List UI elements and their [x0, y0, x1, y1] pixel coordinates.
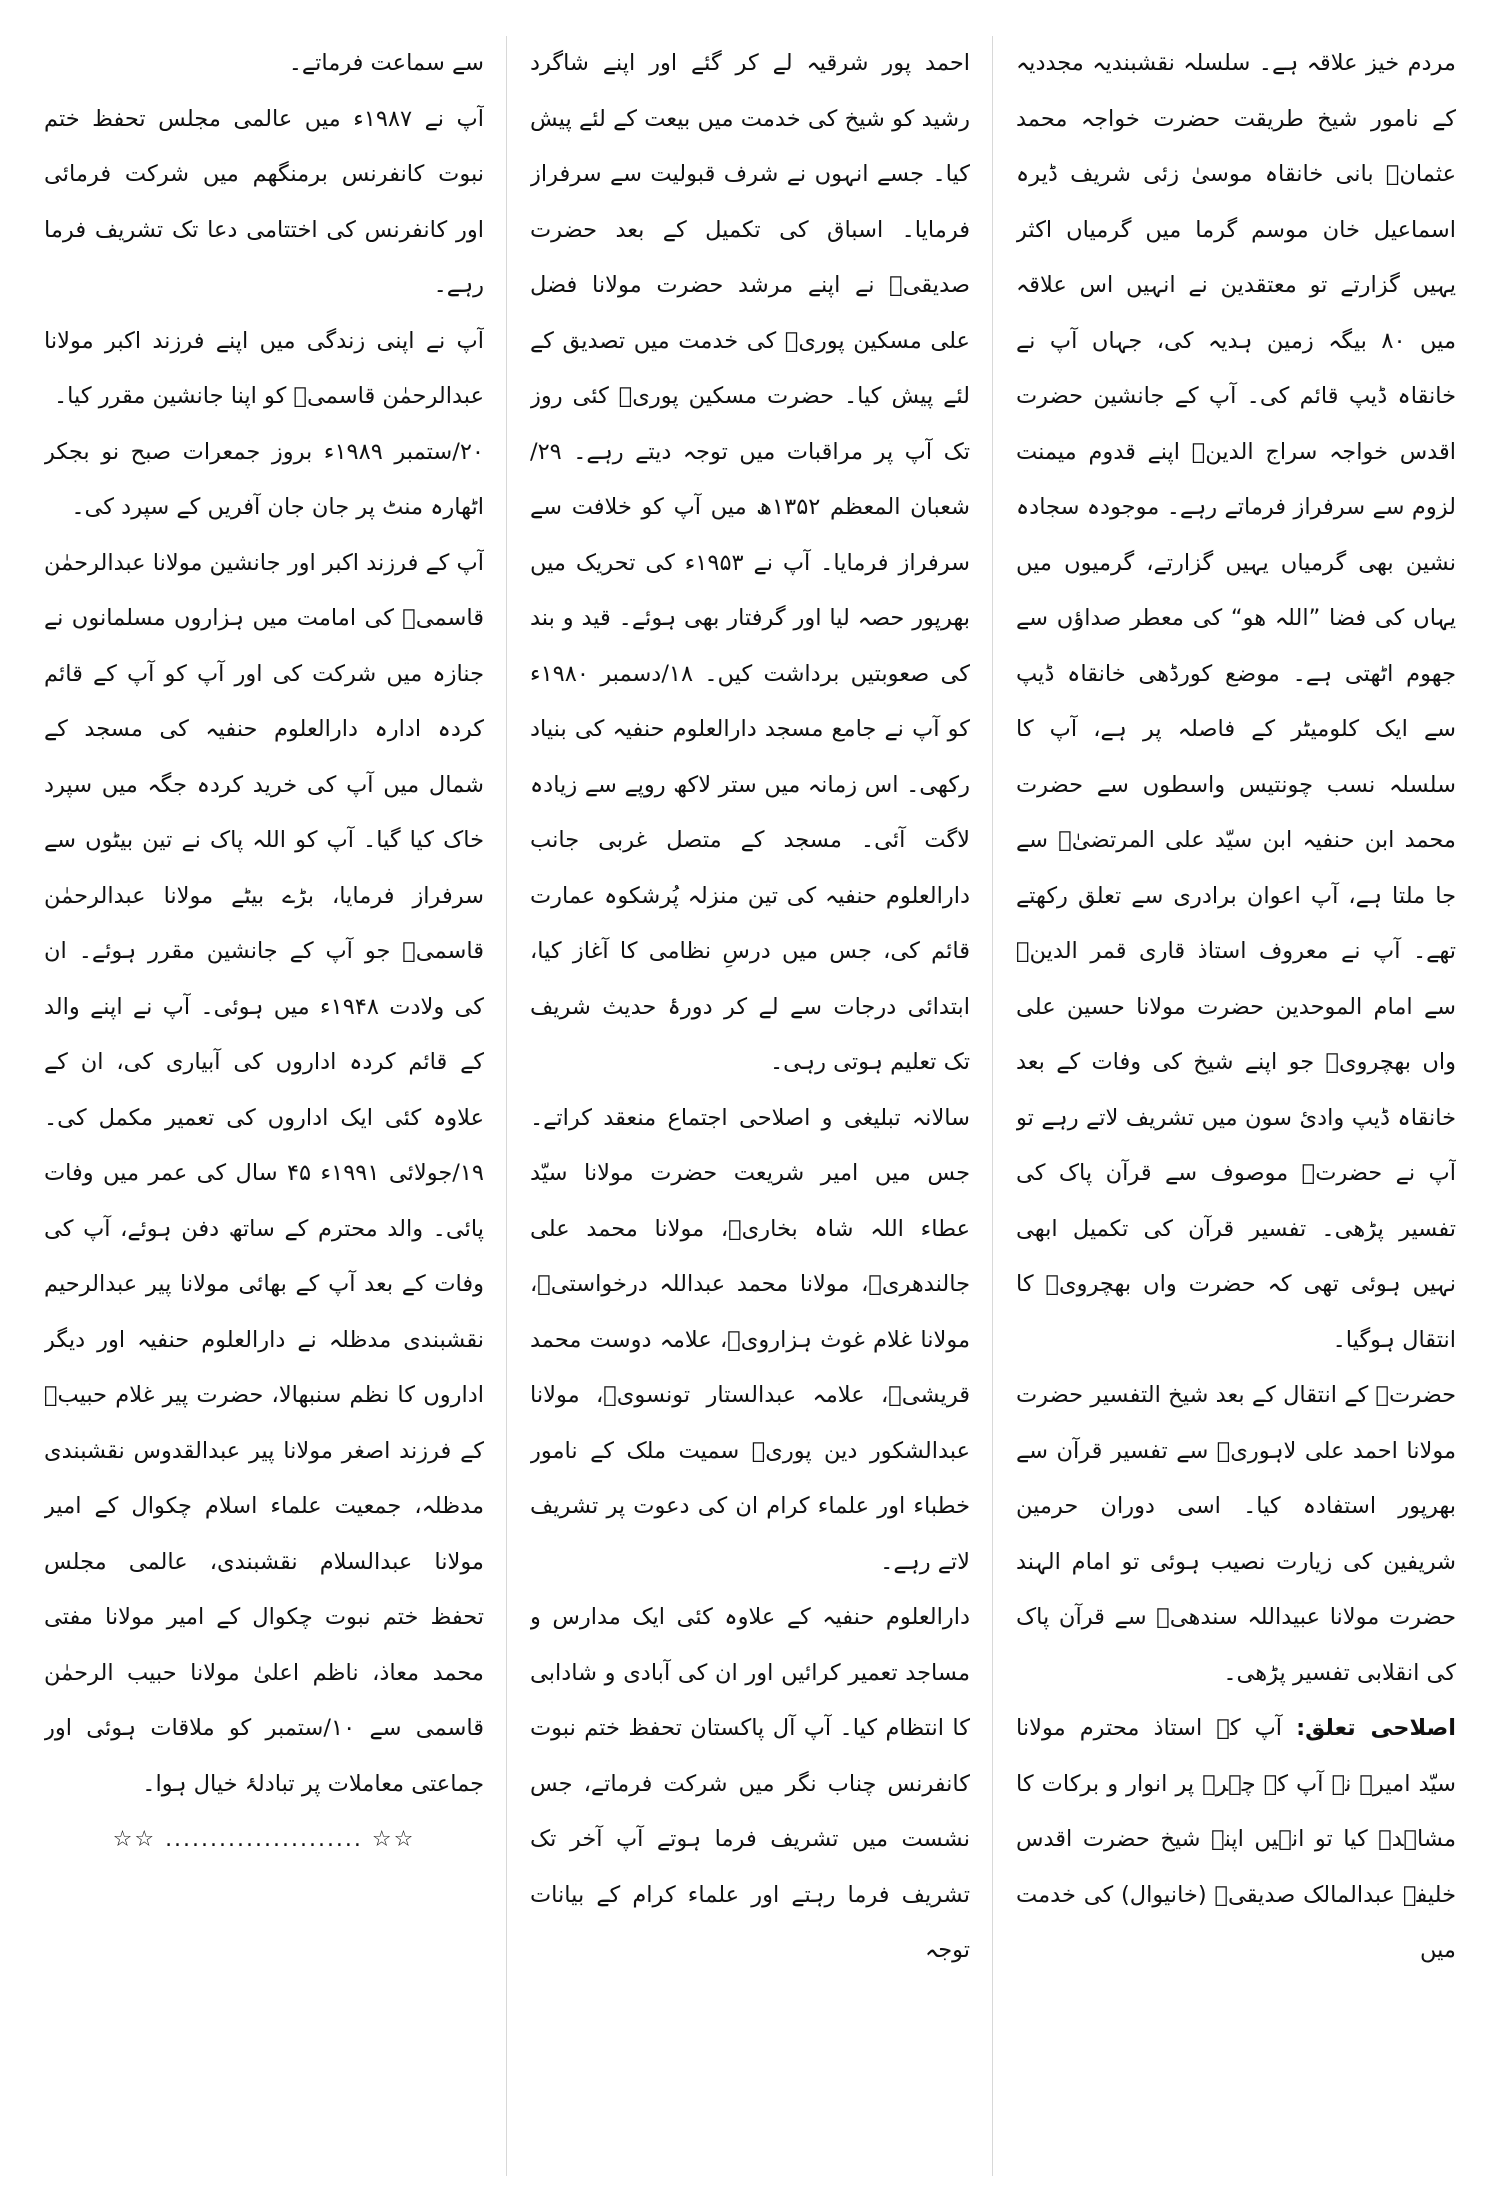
paragraph: آپ نے اپنی زندگی میں اپنے فرزند اکبر مولانا عبدالرحمٰن قاسمیؒ کو اپنا جانشین مقرر کیا۔: [44, 327, 484, 409]
article-column-left: [44, 36, 484, 2176]
paragraph: احمد پور شرقیہ لے کر گئے اور اپنے شاگرد رشید کو شیخ کی خدمت میں بیعت کے لئے پیش کیا۔ جسے انہوں نے شرف قبولیت سے سرفراز فرمایا۔ اسباق کی تکمیل کے بعد حضرت صدیقیؒ نے اپنے مرشد حضرت مولانا فضل علی مسکین پوریؒ کی خدمت میں تصدیق کے لئے پیش کیا۔ حضرت مسکین پوریؒ کئی روز تک آپ پر مراقبات میں توجہ دیتے رہے۔ ۲۹/شعبان المعظم ۱۳۵۲ھ میں آپ کو خلافت سے سرفراز فرمایا۔ آپ نے ۱۹۵۳ء کی تحریک میں بھرپور حصہ لیا اور گرفتار بھی ہوئے۔ قید و بند کی صعوبتیں برداشت کیں۔ ۱۸/دسمبر ۱۹۸۰ء کو آپ نے جامع مسجد دارالعلوم حنفیہ کی بنیاد رکھی۔ اس زمانہ میں ستر لاکھ روپے سے زیادہ لاگت آئی۔ مسجد کے متصل غربی جانب دارالعلوم حنفیہ کی تین منزلہ پُرشکوہ عمارت قائم کی، جس میں درسِ نظامی کا آغاز کیا، ابتدائی درجات سے لے کر دورۂ حدیث شریف تک تعلیم ہوتی رہی۔: [530, 50, 970, 1075]
paragraph: آپ نے ۱۹۸۷ء میں عالمی مجلس تحفظ ختم نبوت کانفرنس برمنگھم میں شرکت فرمائی اور کانفرنس کی اختتامی دعا تک تشریف فرما رہے۔: [44, 105, 484, 298]
column-divider: [992, 36, 993, 2176]
paragraph: دارالعلوم حنفیہ کے علاوہ کئی ایک مدارس و مساجد تعمیر کرائیں اور ان کی آبادی و شادابی کا انتظام کیا۔ آپ آل پاکستان تحفظ ختم نبوت کانفرنس چناب نگر میں شرکت فرماتے، جس نشست میں تشریف فرما ہوتے آپ آخر تک تشریف فرما رہتے اور علماء کرام کے بیانات توجہ: [530, 1604, 970, 1963]
column-divider: [506, 36, 507, 2176]
paragraph: آپ کے فرزند اکبر اور جانشین مولانا عبدالرحمٰن قاسمیؒ کی امامت میں ہزاروں مسلمانوں نے جنازہ میں شرکت کی اور آپ کو آپ کے قائم کردہ ادارہ دارالعلوم حنفیہ کی مسجد کے شمال میں آپ کی خرید کردہ جگہ میں سپرد خاک کیا گیا۔ آپ کو اللہ پاک نے تین بیٹوں سے سرفراز فرمایا، بڑے بیٹے مولانا عبدالرحمٰن قاسمیؒ جو آپ کے جانشین مقرر ہوئے۔ ان کی ولادت ۱۹۴۸ء میں ہوئی۔ آپ نے اپنے والد کے قائم کردہ اداروں کی آبیاری کی، ان کے علاوہ کئی ایک اداروں کی تعمیر مکمل کی۔ ۱۹/جولائی ۱۹۹۱ء ۴۵ سال کی عمر میں وفات پائی۔ والد محترم کے ساتھ دفن ہوئے، آپ کی وفات کے بعد آپ کے بھائی مولانا پیر عبدالرحیم نقشبندی مدظلہ نے دارالعلوم حنفیہ اور دیگر اداروں کا نظم سنبھالا، حضرت پیر غلام حبیبؒ کے فرزند اصغر مولانا پیر عبدالقدوس نقشبندی مدظلہ، جمعیت علماء اسلام چکوال کے امیر مولانا عبدالسلام نقشبندی، عالمی مجلس تحفظ ختم نبوت چکوال کے امیر مولانا مفتی محمد معاذ، ناظم اعلیٰ مولانا حبیب الرحمٰن قاسمی سے ۱۰/ستمبر کو ملاقات ہوئی اور جماعتی معاملات پر تبادلۂ خیال ہوا۔: [44, 549, 484, 1797]
paragraph: [1016, 1701, 1456, 1979]
paragraph-text: آپ کے استاذ محترم مولانا سیّد امیرؒ نے آپ کے چہرہ پر انوار و برکات کا مشاہدہ کیا تو انہیں اپنے شیخ حضرت اقدس خلیفہ عبدالمالک صدیقیؒ (خانیوال) کی خدمت میں: [1016, 1715, 1456, 1963]
paragraph: ۲۰/ستمبر ۱۹۸۹ء بروز جمعرات صبح نو بجکر اٹھارہ منٹ پر جان جان آفریں کے سپرد کی۔: [44, 438, 484, 520]
newspaper-page: [44, 36, 1456, 2176]
section-heading: اصلاحی تعلق:: [1296, 1715, 1456, 1741]
paragraph: مردم خیز علاقہ ہے۔ سلسلہ نقشبندیہ مجددیہ کے نامور شیخ طریقت حضرت خواجہ محمد عثمانؒ بانی خانقاہ موسیٰ زئی شریف ڈیرہ اسماعیل خان موسم گرما میں گرمیاں اکثر یہیں گزارتے تو معتقدین نے انہیں اس علاقہ میں ۸۰ بیگہ زمین ہدیہ کی، جہاں آپ نے خانقاہ ڈیپ قائم کی۔ آپ کے جانشین حضرت اقدس خواجہ سراج الدینؒ اپنے قدوم میمنت لزوم سے سرفراز فرماتے رہے۔ موجودہ سجادہ نشین بھی گرمیاں یہیں گزارتے، گرمیوں میں یہاں کی فضا ”اللہ ھو“ کی معطر صداؤں سے جھوم اٹھتی ہے۔ موضع کورڈھی خانقاہ ڈیپ سے ایک کلومیٹر کے فاصلہ پر ہے، آپ کا سلسلہ نسب چونتیس واسطوں سے حضرت محمد ابن حنفیہ ابن سیّد علی المرتضیٰؓ سے جا ملتا ہے، آپ اعوان برادری سے تعلق رکھتے تھے۔ آپ نے معروف استاذ قاری قمر الدینؒ سے امام الموحدین حضرت مولانا حسین علی واں بھچرویؒ جو اپنے شیخ کی وفات کے بعد خانقاہ ڈیپ وادیٔ سون میں تشریف لاتے رہے تو آپ نے حضرتؒ موصوف سے قرآن پاک کی تفسیر پڑھی۔ تفسیر قرآن کی تکمیل ابھی نہیں ہوئی تھی کہ حضرت واں بھچرویؒ کا انتقال ہوگیا۔: [1016, 50, 1456, 1353]
article-column-middle: [530, 36, 970, 2176]
article-end-separator: ☆☆ ...................... ☆☆: [112, 1827, 416, 1852]
paragraph: سالانہ تبلیغی و اصلاحی اجتماع منعقد کراتے۔ جس میں امیر شریعت حضرت مولانا سیّد عطاء اللہ شاہ بخاریؒ، مولانا محمد علی جالندھریؒ، مولانا محمد عبداللہ درخواستیؒ، مولانا غلام غوث ہزارویؒ، علامہ دوست محمد قریشیؒ، علامہ عبدالستار تونسویؒ، مولانا عبدالشکور دین پوریؒ سمیت ملک کے نامور خطباء اور علماء کرام ان کی دعوت پر تشریف لاتے رہے۔: [530, 1104, 970, 1575]
paragraph: حضرتؒ کے انتقال کے بعد شیخ التفسیر حضرت مولانا احمد علی لاہوریؒ سے تفسیر قرآن سے بھرپور استفادہ کیا۔ اسی دوران حرمین شریفین کی زیارت نصیب ہوئی تو امام الہند حضرت مولانا عبیداللہ سندھیؒ سے قرآن پاک کی انقلابی تفسیر پڑھی۔: [1016, 1382, 1456, 1686]
paragraph: سے سماعت فرماتے۔: [288, 50, 484, 76]
article-column-right: [1016, 36, 1456, 2176]
